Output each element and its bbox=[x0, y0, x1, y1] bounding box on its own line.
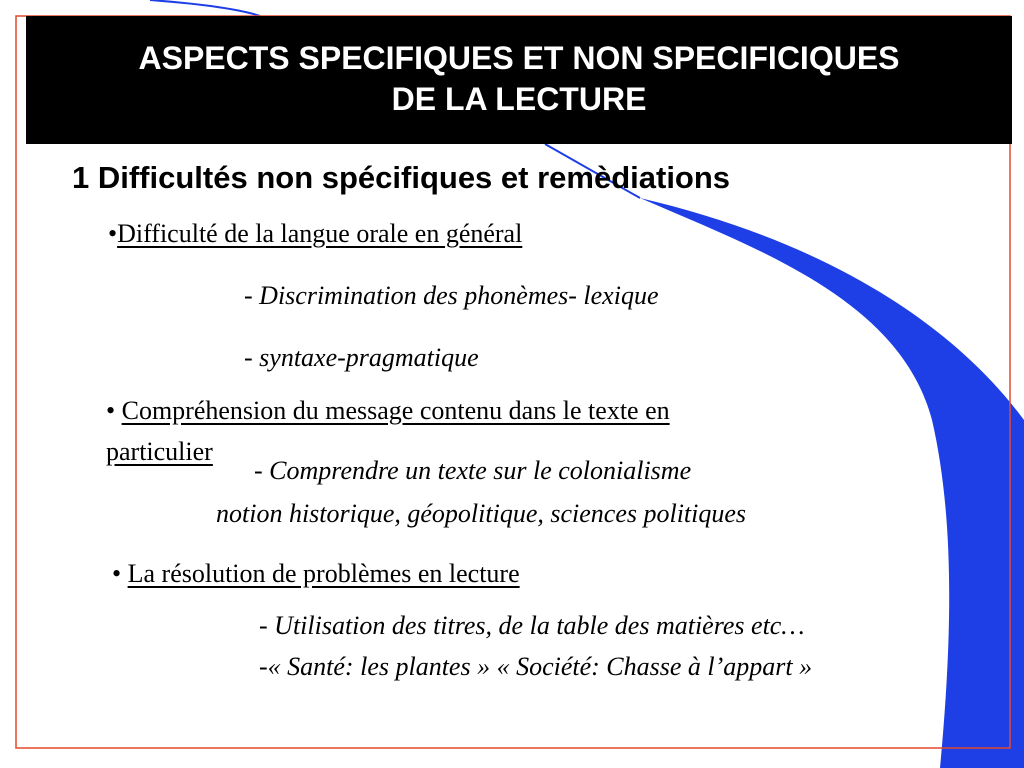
bullet-3-subitem-2-text: « Santé: les plantes » « Société: Chasse à l’appart » bbox=[267, 652, 813, 681]
bullet-1-marker: • bbox=[108, 219, 118, 248]
bullet-3-label: La résolution de problèmes en lecture bbox=[127, 559, 520, 588]
title-bar bbox=[26, 16, 1012, 144]
section-heading: 1 Difficultés non spécifiques et remèdiations bbox=[72, 160, 731, 195]
bullet-2-subitem-2-text: notion historique, géopolitique, sciences politiques bbox=[216, 499, 747, 528]
bullet-3-marker: • bbox=[112, 559, 128, 588]
bullet-1-subitem-2-text: syntaxe-pragmatique bbox=[259, 343, 479, 372]
bullet-1-subitem-1: - Discrimination des phonèmes- lexique bbox=[244, 281, 659, 310]
bullet-2-marker: • bbox=[106, 396, 122, 425]
bullet-1-subitem-1-text: Discrimination des phonèmes- lexique bbox=[259, 281, 659, 310]
bullet-2-subitem-2 bbox=[216, 499, 746, 529]
bullet-1 bbox=[108, 219, 522, 249]
blue-swoosh bbox=[640, 198, 1024, 768]
bullet-2 bbox=[106, 396, 670, 426]
title-line-1: ASPECTS SPECIFIQUES ET NON SPECIFICIQUES bbox=[138, 40, 900, 76]
bullet-3 bbox=[112, 559, 520, 589]
bullet-1-subitem-2: - syntaxe-pragmatique bbox=[244, 343, 479, 372]
bullet-1-label: Difficulté de la langue orale en général bbox=[117, 219, 523, 248]
bullet-3-subitem-1: - Utilisation des titres, de la table des matières etc… bbox=[259, 611, 805, 640]
bullet-2-label-line-1: Compréhension du message contenu dans le texte en bbox=[121, 396, 670, 425]
bullet-3-subitem-2: -« Santé: les plantes » « Société: Chasse à l’appart » bbox=[259, 652, 813, 681]
bullet-2-subitem-1: - Comprendre un texte sur le colonialisme bbox=[254, 456, 692, 485]
title-line-2: DE LA LECTURE bbox=[391, 81, 647, 117]
bullet-2-subitem-1-text: Comprendre un texte sur le colonialisme bbox=[269, 456, 692, 485]
bullet-2-label-line-2: particulier bbox=[106, 437, 213, 466]
blue-arc-line bbox=[150, 0, 260, 16]
bullet-3-subitem-1-text: Utilisation des titres, de la table des matières etc… bbox=[274, 611, 805, 640]
